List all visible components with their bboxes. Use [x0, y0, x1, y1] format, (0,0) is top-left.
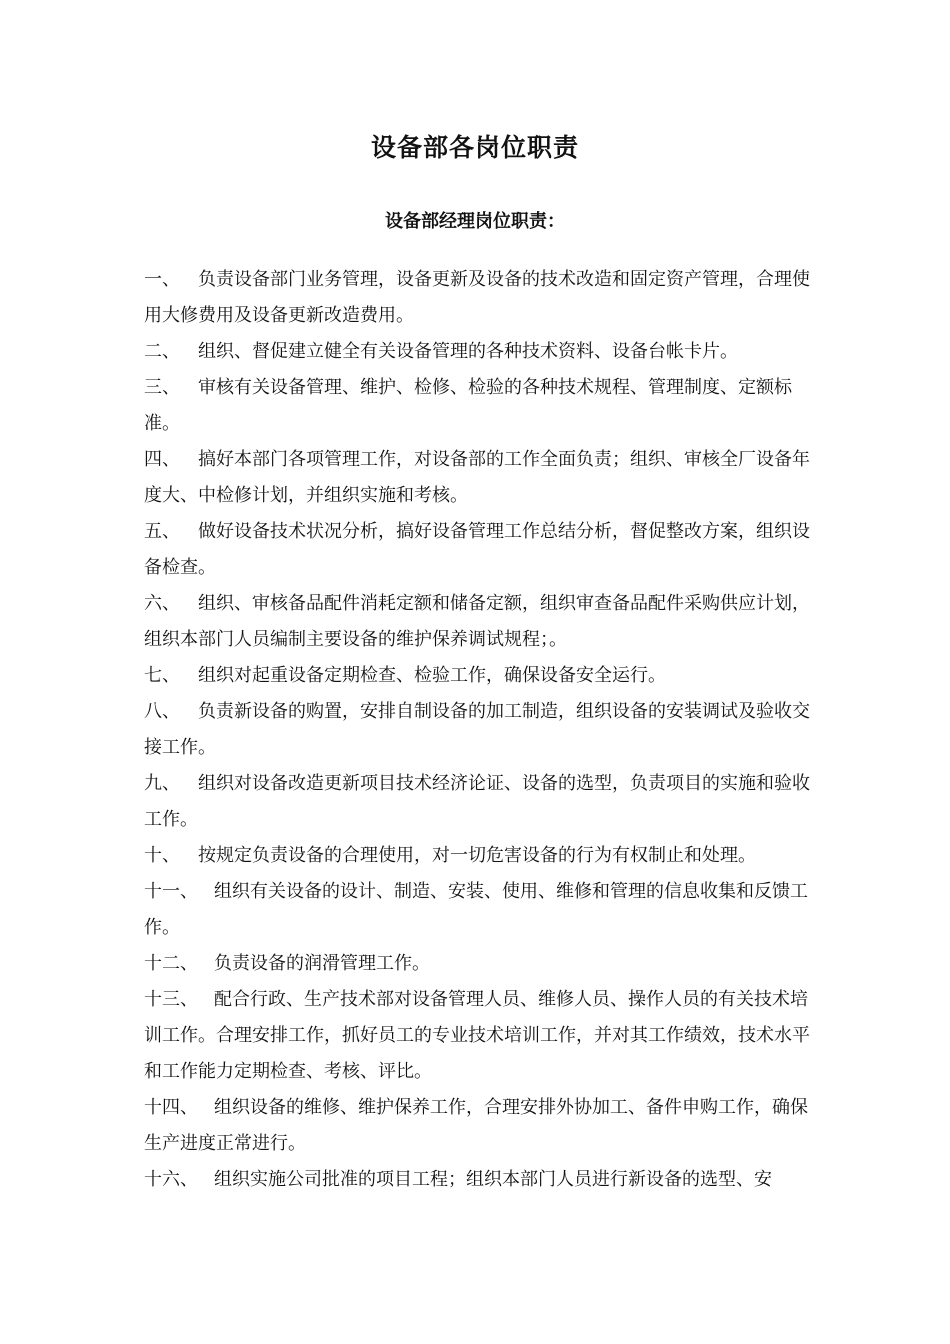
- item-number: 十六、: [144, 1169, 198, 1190]
- list-item: [144, 370, 820, 442]
- item-number: 十三、: [144, 989, 198, 1010]
- item-number: 一、: [144, 269, 180, 290]
- item-text: 审核有关设备管理、维护、检修、检验的各种技术规程、管理制度、定额标准。: [144, 377, 792, 434]
- list-item: [144, 838, 820, 874]
- list-item: [144, 442, 820, 514]
- item-text: 负责设备部门业务管理，设备更新及设备的技术改造和固定资产管理，合理使用大修费用及设备更新改造费用。: [144, 269, 810, 326]
- item-text: 组织、督促建立健全有关设备管理的各种技术资料、设备台帐卡片。: [198, 341, 738, 362]
- item-text: 组织实施公司批准的项目工程；组织本部门人员进行新设备的选型、安: [214, 1169, 772, 1190]
- item-text: 组织设备的维修、维护保养工作，合理安排外协加工、备件申购工作，确保生产进度正常进行。: [144, 1097, 808, 1154]
- item-number: 三、: [144, 377, 180, 398]
- item-text: 组织、审核备品配件消耗定额和储备定额，组织审查备品配件采购供应计划，组织本部门人员编制主要设备的维护保养调试规程；。: [144, 593, 810, 650]
- item-number: 五、: [144, 521, 180, 542]
- list-item: [144, 946, 820, 982]
- item-number: 二、: [144, 341, 180, 362]
- item-number: 九、: [144, 773, 180, 794]
- item-number: 四、: [144, 449, 180, 470]
- list-item: [144, 982, 820, 1090]
- list-item: [144, 658, 820, 694]
- document-title: 设备部各岗位职责: [370, 133, 579, 162]
- item-number: 十、: [144, 845, 180, 866]
- item-text: 按规定负责设备的合理使用，对一切危害设备的行为有权制止和处理。: [198, 845, 756, 866]
- item-number: 十二、: [144, 953, 198, 974]
- item-text: 搞好本部门各项管理工作，对设备部的工作全面负责；组织、审核全厂设备年度大、中检修计划，并组织实施和考核。: [144, 449, 810, 506]
- item-number: 七、: [144, 665, 180, 686]
- item-text: 做好设备技术状况分析，搞好设备管理工作总结分析，督促整改方案，组织设备检查。: [144, 521, 810, 578]
- item-text: 负责设备的润滑管理工作。: [214, 953, 430, 974]
- item-text: 负责新设备的购置，安排自制设备的加工制造，组织设备的安装调试及验收交接工作。: [144, 701, 810, 758]
- list-item: [144, 514, 820, 586]
- item-number: 十四、: [144, 1097, 198, 1118]
- item-text: 组织对设备改造更新项目技术经济论证、设备的选型，负责项目的实施和验收工作。: [144, 773, 810, 830]
- list-item: [144, 694, 820, 766]
- item-text: 组织有关设备的设计、制造、安装、使用、维修和管理的信息收集和反馈工作。: [144, 881, 808, 938]
- item-text: 配合行政、生产技术部对设备管理人员、维修人员、操作人员的有关技术培训工作。合理安排工作，抓好员工的专业技术培训工作，并对其工作绩效，技术水平和工作能力定期检查、考核、评比。: [144, 989, 810, 1082]
- list-item: [144, 874, 820, 946]
- list-item: [144, 766, 820, 838]
- list-item: [144, 1162, 820, 1198]
- item-text: 组织对起重设备定期检查、检验工作，确保设备安全运行。: [198, 665, 666, 686]
- list-item: [144, 262, 820, 334]
- duty-list: [144, 262, 820, 1198]
- item-number: 六、: [144, 593, 180, 614]
- item-number: 十一、: [144, 881, 198, 902]
- item-number: 八、: [144, 701, 180, 722]
- list-item: [144, 586, 820, 658]
- list-item: [144, 1090, 820, 1162]
- document-subtitle: 设备部经理岗位职责：: [385, 211, 565, 232]
- list-item: [144, 334, 820, 370]
